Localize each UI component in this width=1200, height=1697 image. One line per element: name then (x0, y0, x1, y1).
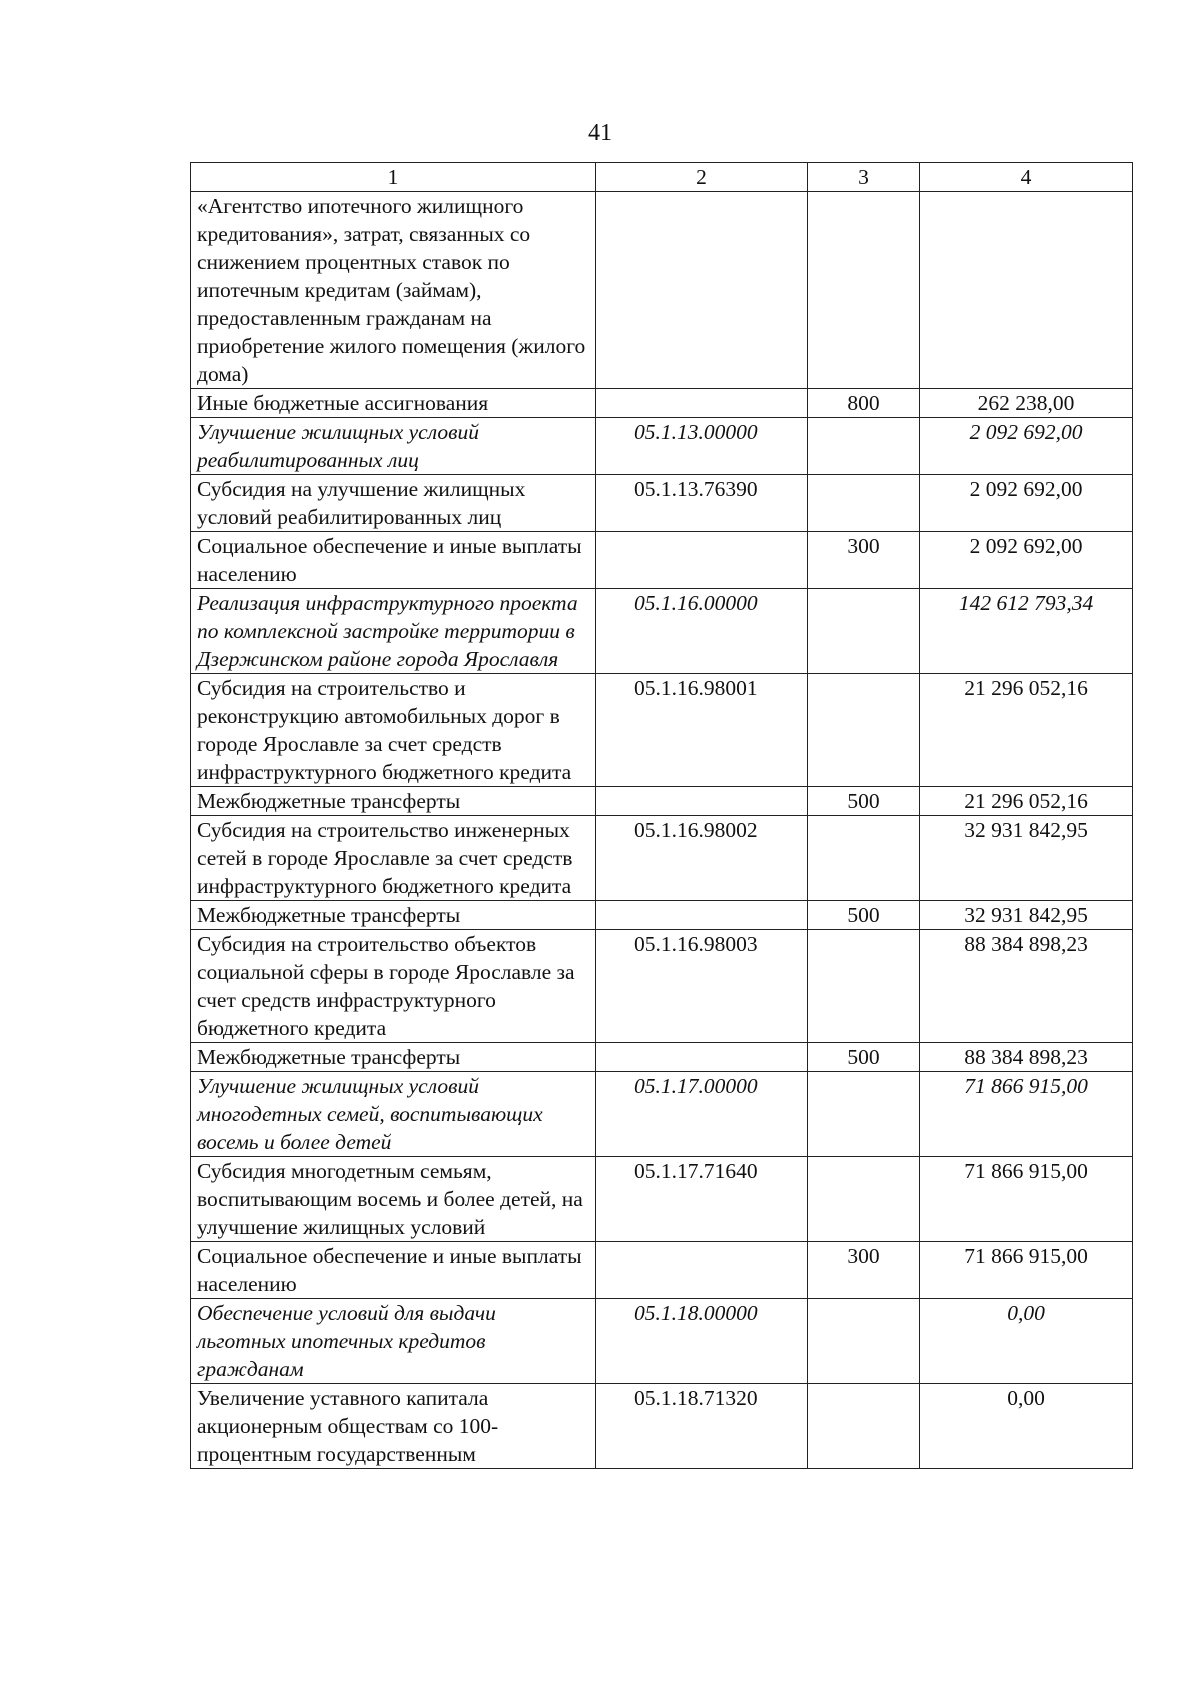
table-row (191, 787, 1133, 816)
row-amount-cell: 71 866 915,00 (920, 1242, 1133, 1299)
table-row (191, 930, 1133, 1043)
row-type-cell (808, 816, 920, 901)
row-amount-cell: 2 092 692,00 (920, 532, 1133, 589)
row-code-cell (596, 787, 808, 816)
row-amount-cell: 88 384 898,23 (920, 930, 1133, 1043)
row-amount-cell (920, 192, 1133, 389)
header-col-4: 4 (920, 163, 1133, 192)
row-type-cell: 500 (808, 1043, 920, 1072)
header-col-3: 3 (808, 163, 920, 192)
row-type-cell (808, 192, 920, 389)
budget-table (190, 162, 1133, 1469)
row-code-cell (596, 532, 808, 589)
row-code-cell: 05.1.17.00000 (596, 1072, 808, 1157)
row-name-cell: Социальное обеспечение и иные выплаты населению (191, 532, 596, 589)
row-name-cell: Улучшение жилищных условий многодетных семей, воспитывающих восемь и более детей (191, 1072, 596, 1157)
table-row (191, 532, 1133, 589)
row-amount-cell: 71 866 915,00 (920, 1157, 1133, 1242)
page-number: 41 (588, 120, 612, 146)
row-name-cell: Субсидия на строительство и реконструкцию автомобильных дорог в городе Ярославле за счет средств инфраструктурного бюджетного кредита (191, 674, 596, 787)
table-row (191, 1072, 1133, 1157)
row-code-cell: 05.1.16.98002 (596, 816, 808, 901)
row-amount-cell: 21 296 052,16 (920, 674, 1133, 787)
row-code-cell (596, 1242, 808, 1299)
row-code-cell (596, 389, 808, 418)
table-row (191, 901, 1133, 930)
row-code-cell: 05.1.18.71320 (596, 1384, 808, 1469)
row-amount-cell: 71 866 915,00 (920, 1072, 1133, 1157)
table-row (191, 1384, 1133, 1469)
table-row (191, 1242, 1133, 1299)
row-code-cell: 05.1.18.00000 (596, 1299, 808, 1384)
row-type-cell (808, 418, 920, 475)
row-type-cell: 500 (808, 787, 920, 816)
row-name-cell: Улучшение жилищных условий реабилитированных лиц (191, 418, 596, 475)
header-row (191, 163, 1133, 192)
row-name-cell: Иные бюджетные ассигнования (191, 389, 596, 418)
row-type-cell (808, 674, 920, 787)
row-amount-cell: 32 931 842,95 (920, 816, 1133, 901)
row-type-cell: 300 (808, 532, 920, 589)
table-row (191, 192, 1133, 389)
table-row (191, 418, 1133, 475)
row-type-cell: 500 (808, 901, 920, 930)
row-name-cell: Межбюджетные трансферты (191, 901, 596, 930)
row-name-cell: Субсидия на строительство инженерных сетей в городе Ярославле за счет средств инфраструктурного бюджетного кредита (191, 816, 596, 901)
row-amount-cell: 32 931 842,95 (920, 901, 1133, 930)
row-amount-cell: 262 238,00 (920, 389, 1133, 418)
row-amount-cell: 142 612 793,34 (920, 589, 1133, 674)
row-amount-cell: 2 092 692,00 (920, 418, 1133, 475)
row-amount-cell: 0,00 (920, 1299, 1133, 1384)
row-name-cell: Социальное обеспечение и иные выплаты населению (191, 1242, 596, 1299)
row-code-cell: 05.1.17.71640 (596, 1157, 808, 1242)
row-name-cell: Межбюджетные трансферты (191, 787, 596, 816)
table-row (191, 1299, 1133, 1384)
row-type-cell (808, 1384, 920, 1469)
row-code-cell: 05.1.16.98003 (596, 930, 808, 1043)
row-name-cell: Реализация инфраструктурного проекта по комплексной застройке территории в Дзержинском районе города Ярославля (191, 589, 596, 674)
row-code-cell (596, 1043, 808, 1072)
table-body (191, 192, 1133, 1469)
table-row (191, 674, 1133, 787)
row-code-cell: 05.1.16.98001 (596, 674, 808, 787)
table-row (191, 1043, 1133, 1072)
row-name-cell: Обеспечение условий для выдачи льготных ипотечных кредитов гражданам (191, 1299, 596, 1384)
row-amount-cell: 2 092 692,00 (920, 475, 1133, 532)
row-name-cell: Межбюджетные трансферты (191, 1043, 596, 1072)
header-col-1: 1 (191, 163, 596, 192)
row-type-cell (808, 1072, 920, 1157)
row-amount-cell: 21 296 052,16 (920, 787, 1133, 816)
row-type-cell (808, 589, 920, 674)
row-type-cell (808, 475, 920, 532)
row-amount-cell: 88 384 898,23 (920, 1043, 1133, 1072)
row-name-cell: Увеличение уставного капитала акционерным обществам со 100-процентным государственным (191, 1384, 596, 1469)
table-row (191, 389, 1133, 418)
row-name-cell: «Агентство ипотечного жилищного кредитования», затрат, связанных со снижением процентных ставок по ипотечным кредитам (займам), предоставленным гражданам на приобретение жилого помещения (жилого дома) (191, 192, 596, 389)
row-name-cell: Субсидия на строительство объектов социальной сферы в городе Ярославле за счет средств инфраструктурного бюджетного кредита (191, 930, 596, 1043)
row-code-cell: 05.1.13.76390 (596, 475, 808, 532)
row-type-cell: 800 (808, 389, 920, 418)
row-type-cell (808, 1299, 920, 1384)
row-amount-cell: 0,00 (920, 1384, 1133, 1469)
row-type-cell (808, 930, 920, 1043)
table-row (191, 1157, 1133, 1242)
row-code-cell: 05.1.16.00000 (596, 589, 808, 674)
row-code-cell: 05.1.13.00000 (596, 418, 808, 475)
row-code-cell (596, 901, 808, 930)
table-row (191, 816, 1133, 901)
header-col-2: 2 (596, 163, 808, 192)
row-name-cell: Субсидия многодетным семьям, воспитывающим восемь и более детей, на улучшение жилищных условий (191, 1157, 596, 1242)
row-code-cell (596, 192, 808, 389)
table-row (191, 589, 1133, 674)
row-name-cell: Субсидия на улучшение жилищных условий реабилитированных лиц (191, 475, 596, 532)
row-type-cell (808, 1157, 920, 1242)
row-type-cell: 300 (808, 1242, 920, 1299)
table-row (191, 475, 1133, 532)
